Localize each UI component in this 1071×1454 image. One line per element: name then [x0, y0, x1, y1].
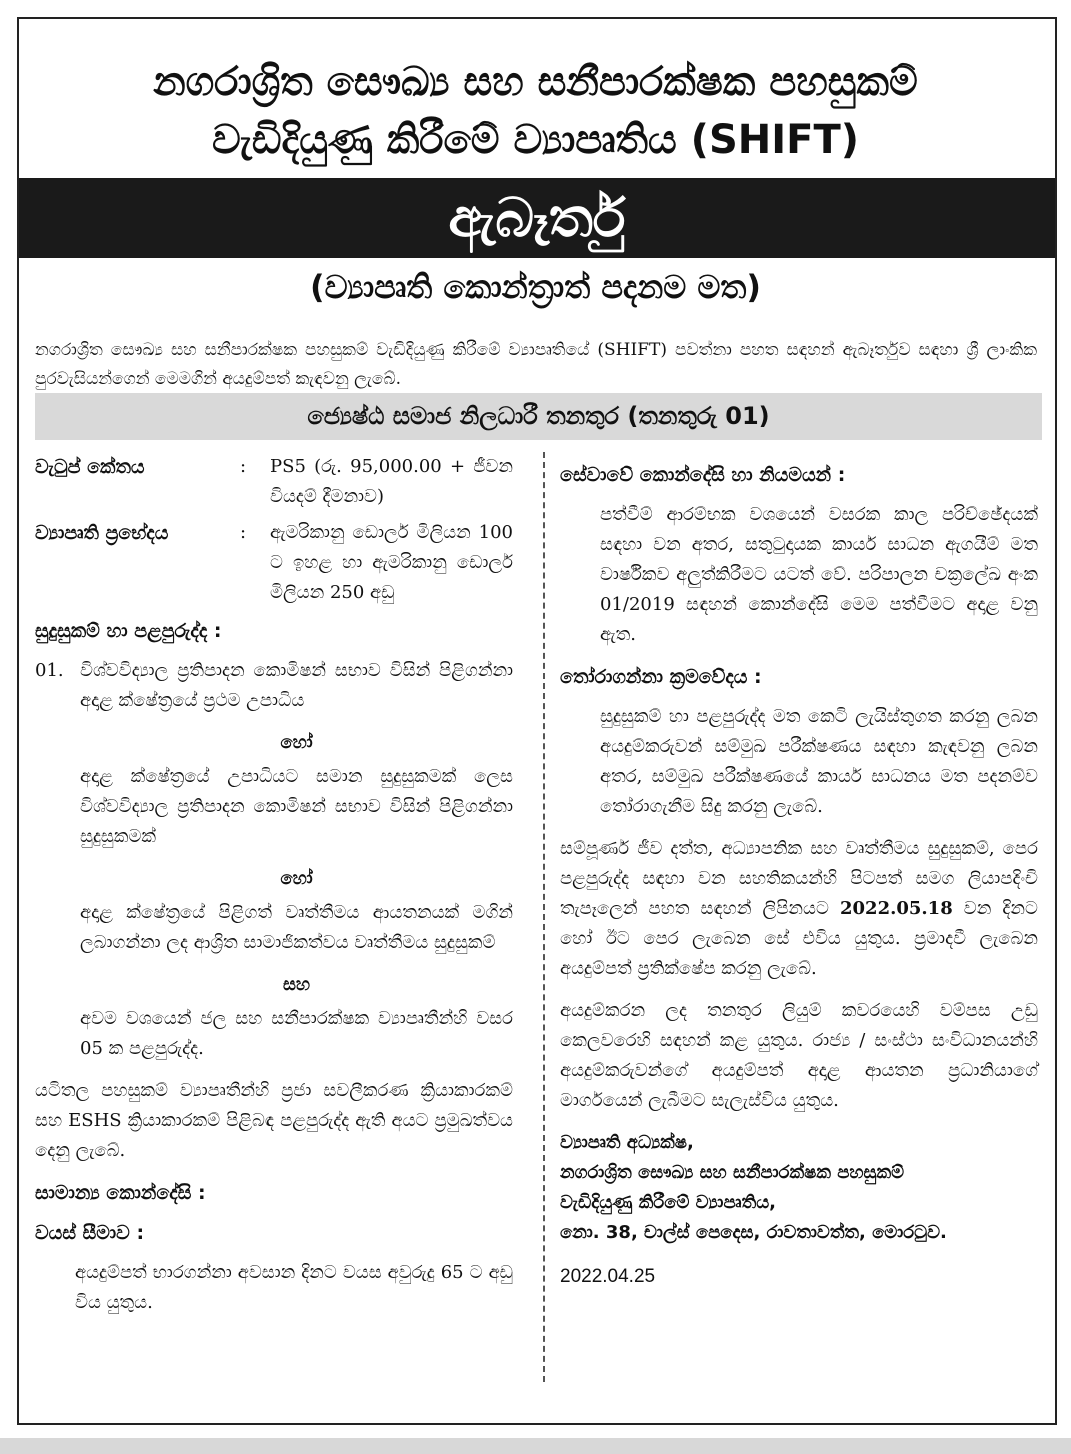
apply-text-1: සම්පූර්ණ ජීව දත්ත, අධ්‍යාපනික සහ වෘත්තීමය සුදුසුකම්, පෙර පළපුරුද්ද සඳහා වන සහතිකයන්හි පිටපත් සමග ලියාපදිංචි තැපෑලෙන් පහත සඳහන් ලිපිනයට: [560, 838, 1038, 919]
colon: :: [240, 456, 247, 477]
publication-date: 2022.04.25: [560, 1266, 656, 1287]
page-edge: [0, 1438, 1071, 1454]
or-label: හෝ: [280, 732, 313, 753]
title-line-2: වැඩිදියුණු කිරීමේ ව්‍යාපෘතිය (SHIFT): [211, 117, 860, 163]
qualification-3: අදාළ ක්ෂේත්‍රයේ පිළිගත් වෘත්තීමය ආයතනයක් මගින් ලබාගන්නා ලද ආශ්‍රිත සාමාජිකත්වය වෘත්තීමය සුදුසුකම්: [80, 902, 513, 953]
selection-text: සුදුසුකම් හා පළපුරුද්ද මත කෙටි ලැයිස්තුගත කරනු ලබන අයදුම්කරුවන් සම්මුඛ පරීක්ෂණය සඳහා කැඳවනු ලබන අතර, සම්මුඛ පරීක්ෂණයේ කාර්ය සාධනය මත පදනම්ව තෝරාගැනීම සිදු කරනු ලැබේ.: [600, 706, 1038, 817]
salary-label: වැටුප් කේතය: [35, 456, 145, 478]
qualifications-heading: සුදුසුකම් හා පළපුරුද්ද :: [35, 620, 222, 642]
service-conditions-heading: සේවාවේ කොන්දේසි හා නියමයන් :: [560, 464, 846, 486]
deadline-date: 2022.05.18: [840, 898, 953, 919]
right-column: [560, 452, 1038, 1292]
or-label: හෝ: [280, 868, 313, 889]
apply-text-2: වන දිනට හෝ ඊට පෙර ලැබෙන සේ එවිය යුතුය. ප්‍රමාදවී ලැබෙන අයදුම්පත් ප්‍රතික්ෂේප කරනු ලැබේ.: [560, 898, 1038, 979]
and-label: සහ: [282, 974, 311, 995]
qualification-4: අවම වශයෙන් ජල සහ සනීපාරක්ෂක ව්‍යාපෘතීන්හි වසර 05 ක පළපුරුද්ද.: [80, 1008, 513, 1059]
category-row: [35, 518, 513, 608]
qualification-item: [35, 656, 513, 1076]
age-limit-heading: වයස් සීමාව :: [35, 1222, 145, 1244]
column-divider: [543, 452, 545, 1382]
signature-block: [560, 1128, 1038, 1248]
intro-paragraph: නගරාශ්‍රිත සෞඛ්‍ය සහ සනීපාරක්ෂක පහසුකම් වැඩිදියුණු කිරීමේ ව්‍යාපෘතියේ (SHIFT) පවත්නා පහත සඳහන් ඇබෑර්තුව සඳහා ශ්‍රී ලාංකික පුරවැසියන්ගෙන් මෙමගින් අයදුම්පත් කැඳවනු ලැබේ.: [35, 340, 1037, 389]
project-name-2: වැඩිදියුණු කිරීමේ ව්‍යාපෘතිය,: [560, 1192, 776, 1213]
selection-heading: තෝරාගන්නා ක්‍රමවේදය :: [560, 666, 762, 688]
general-conditions-heading: සාමාන්‍ය කොන්දේසි :: [35, 1182, 206, 1204]
service-conditions-text: පත්වීම් ආරම්භක වශයෙන් වසරක කාල පරිච්ඡේදයක් සඳහා වන අතර, සතුටුදායක කාර්ය සාධන ඇගයීම් මත වාර්ෂිකව අලුත්කිරීමට යටත් වේ. පරිපාලන චක්‍රලේඛ අංක 01/2019 සඳහන් කොන්දේසි මෙම පත්වීමට අදාළ වනු ඇත.: [600, 504, 1038, 645]
envelope-instructions: අයදුම්කරන ලද තනතුර ලියුම් කවරයෙහි වම්පස උඩු කෙලවරෙහි සඳහන් කළ යුතුය. රාජ්‍ය / සංස්ථා සංවිධානයන්හි අයදුම්කරුවන්ගේ අයදුම්පත් අදාළ ආයතන ප්‍රධානියාගේ මාර්ගයෙන් ලැබීමට සැලැස්විය යුතුය.: [560, 1000, 1038, 1111]
signatory-title: ව්‍යාපෘති අධ්‍යක්ෂ,: [560, 1132, 694, 1153]
category-value: ඇමරිකානු ඩොලර් මිලියන 100 ට ඉහළ හා ඇමරිකානු ඩොලර් මිලියන 250 අඩු: [270, 522, 513, 603]
qualification-2: අදාළ ක්ෂේත්‍රයේ උපාධියට සමාන සුදුසුකමක් ලෙස විශ්වවිද්‍යාල ප්‍රතිපාදන කොමිෂන් සභාව විසින් පිළිගන්නා සුදුසුකමක්: [80, 766, 513, 847]
address: නො. 38, චාල්ස් පෙදෙස, රාවතාවත්ත, මොරටුව.: [560, 1222, 947, 1243]
category-label: ව්‍යාපෘති ප්‍රභේදය: [35, 522, 169, 544]
title-line-1: නගරාශ්‍රිත සෞඛ්‍ය සහ සනීපාරක්ෂක පහසුකම්: [153, 59, 918, 105]
qualification-1: විශ්වවිද්‍යාල ප්‍රතිපාදන කොමිෂන් සභාව විසින් පිළිගන්නා අදාළ ක්ෂේත්‍රයේ ප්‍රථම උපාධිය: [80, 660, 513, 711]
vacancies-banner: ඇබෑර්තු: [19, 178, 1055, 258]
application-instructions: [560, 834, 1038, 984]
post-title: ජ්‍යෙෂ්ඨ සමාජ නිලධාරී තනතුර (තනතුරු 01): [35, 393, 1042, 440]
salary-row: [35, 452, 513, 512]
item-number: 01.: [35, 660, 64, 681]
left-column: [35, 452, 513, 1330]
subtitle: (ව්‍යාපෘති කොන්ත්‍රාත් පදනම මත): [310, 268, 761, 306]
age-limit-text: අයදුම්පත් භාරගන්නා අවසාන දිනට වයස අවුරුදු 65 ට අඩු විය යුතුය.: [75, 1262, 513, 1313]
project-name-1: නගරාශ්‍රිත සෞඛ්‍ය සහ සනීපාරක්ෂක පහසුකම්: [560, 1162, 905, 1183]
priority-note: යටිතල පහසුකම් ව්‍යාපෘතීන්හි ප්‍රජා සවලීකරණ ක්‍රියාකාරකම් සහ ESHS ක්‍රියාකාරකම් පිළිබඳ පළපුරුද්ද ඇති අයට ප්‍රමුඛත්වය දෙනු ලැබේ.: [35, 1080, 513, 1161]
colon: :: [240, 522, 247, 543]
salary-value: PS5 (රු. 95,000.00 + ජීවන වියදම් දීමනාව): [270, 456, 513, 507]
